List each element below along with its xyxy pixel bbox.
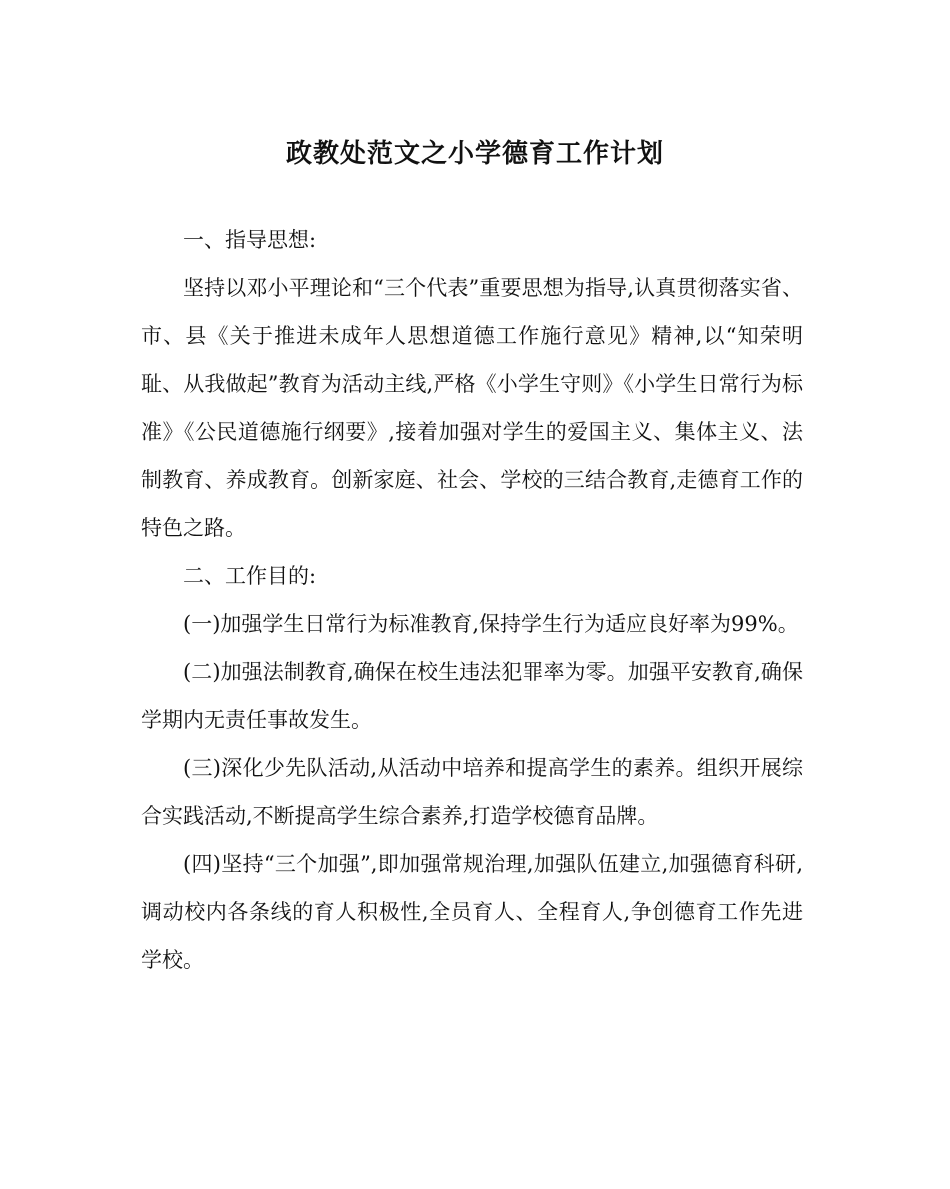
paragraph-goal-3: (三)深化少先队活动,从活动中培养和提高学生的素养。组织开展综合实践活动,不断提高学生综合素养,打造学校德育品牌。: [141, 756, 803, 828]
section-heading-guiding-ideology: 一、指导思想:: [183, 228, 317, 252]
paragraph-guiding-ideology: 坚持以邓小平理论和“三个代表”重要思想为指导,认真贯彻落实省、市、县《关于推进未成年人思想道德工作施行意见》精神,以“知荣明耻、从我做起”教育为活动主线,严格《小学生守则》《小学生日常行为标准》《公民道德施行纲要》,接着加强对学生的爱国主义、集体主义、法制教育、养成教育。创新家庭、社会、学校的三结合教育,走德育工作的特色之路。: [141, 276, 803, 540]
paragraph-goal-4: (四)坚持“三个加强”,即加强常规治理,加强队伍建立,加强德育科研,调动校内各条线的育人积极性,全员育人、全程育人,争创德育工作先进学校。: [141, 852, 803, 972]
document-body: [141, 216, 803, 984]
paragraph-goal-1: (一)加强学生日常行为标准教育,保持学生行为适应良好率为99%。: [183, 612, 799, 636]
section-heading-work-goals: 二、工作目的:: [183, 564, 317, 588]
paragraph-goal-2: (二)加强法制教育,确保在校生违法犯罪率为零。加强平安教育,确保学期内无责任事故发生。: [141, 660, 803, 732]
document-title: 政教处范文之小学德育工作计划: [285, 139, 664, 169]
